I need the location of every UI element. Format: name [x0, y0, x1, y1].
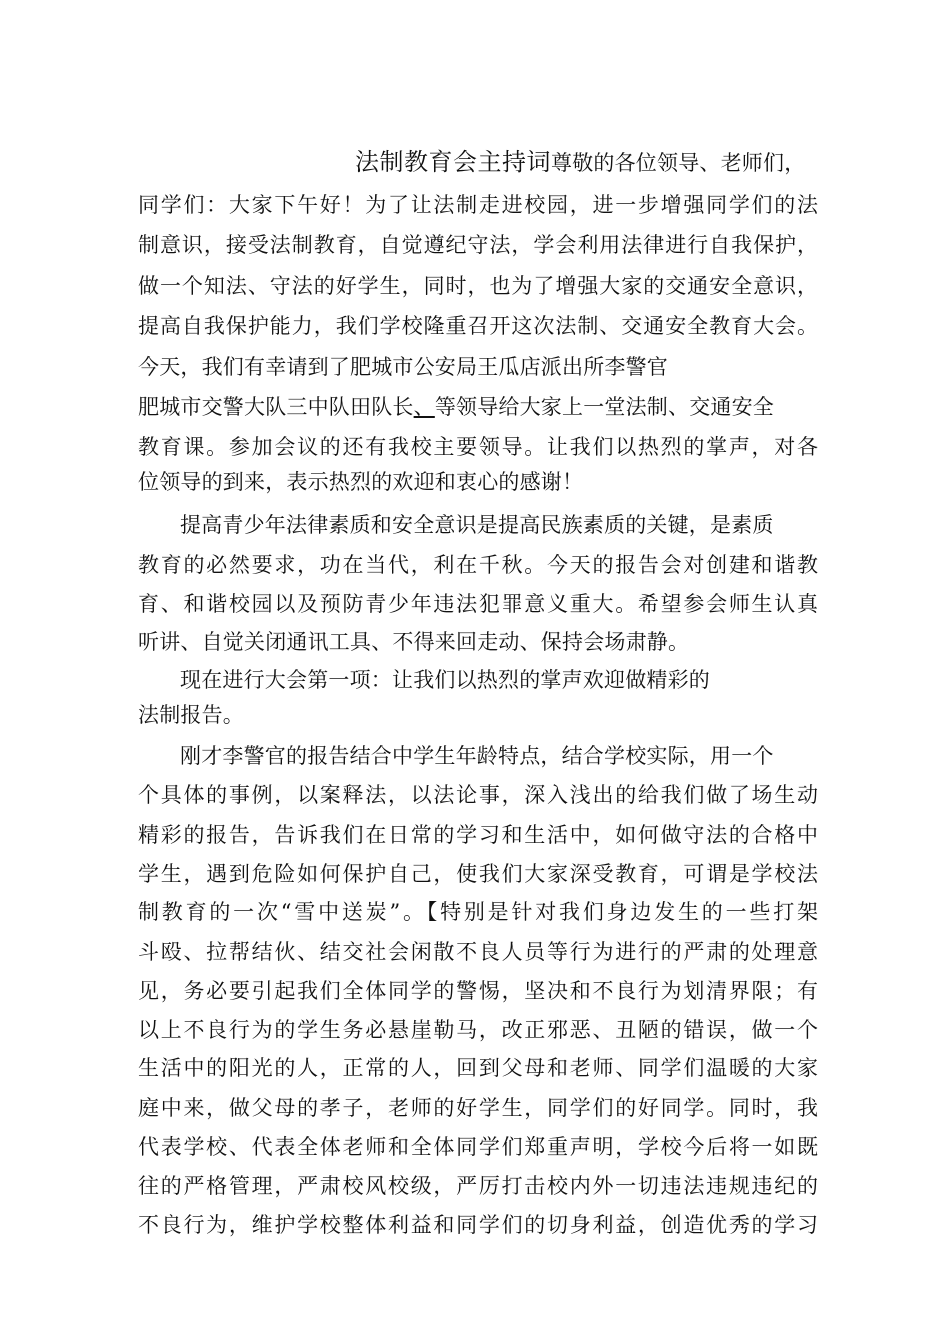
text-line: 代表学校、代表全体老师和全体同学们郑重声明，学校今后将一如既 — [138, 1135, 818, 1159]
text-line: 同学们：大家下午好！为了让法制走进校园，进一步增强同学们的法 — [138, 193, 818, 217]
text-line: 育、和谐校园以及预防青少年违法犯罪意义重大。希望参会师生认真 — [138, 592, 818, 616]
text-segment: 等领导给大家上一堂法制、交通安全 — [434, 395, 775, 419]
paragraph-first-line: 提高青少年法律素质和安全意识是提高民族素质的关键，是素质 — [180, 513, 774, 537]
text-line: 制意识，接受法制教育，自觉遵纪守法，学会利用法律进行自我保护， — [138, 233, 818, 257]
text-line: 教育的必然要求，功在当代，利在千秋。今天的报告会对创建和谐教 — [138, 553, 818, 577]
text-segment: 肥城市交警大队三中队田队长 — [138, 395, 414, 419]
text-line-mixed — [138, 392, 774, 422]
text-line: 见，务必要引起我们全体同学的警惕，坚决和不良行为划清界限；有 — [138, 979, 818, 1003]
text-line: 教育课。参加会议的还有我校主要领导。让我们以热烈的掌声，对各 — [138, 435, 818, 459]
text-line: 提高自我保护能力，我们学校隆重召开这次法制、交通安全教育大会。 — [138, 314, 818, 338]
text-line: 往的严格管理，严肃校风校级，严厉打击校内外一切违法违规违纪的 — [138, 1174, 818, 1198]
text-line: 法制报告。 — [138, 703, 244, 727]
text-line: 学生，遇到危险如何保护自己，使我们大家深受教育，可谓是学校法 — [138, 862, 818, 886]
text-line: 不良行为，维护学校整体利益和同学们的切身利益，创造优秀的学习 — [138, 1213, 818, 1237]
document-title: 法制教育会主持词 — [355, 148, 551, 176]
text-line: 制教育的一次“雪中送炭”。【特别是针对我们身边发生的一些打架 — [138, 900, 818, 924]
text-segment-underlined: 、 — [413, 395, 435, 419]
text-line: 听讲、自觉关闭通讯工具、不得来回走动、保持会场肃静。 — [138, 630, 690, 654]
text-line: 尊敬的各位领导、老师们， — [551, 151, 806, 175]
text-line: 生活中的阳光的人，正常的人，回到父母和老师、同学们温暖的大家 — [138, 1056, 818, 1080]
text-line: 精彩的报告，告诉我们在日常的学习和生活中，如何做守法的合格中 — [138, 823, 818, 847]
text-line: 斗殴、拉帮结伙、结交社会闲散不良人员等行为进行的严肃的处理意 — [138, 940, 818, 964]
text-line: 做一个知法、守法的好学生，同时，也为了增强大家的交通安全意识， — [138, 274, 818, 298]
text-line: 今天，我们有幸请到了肥城市公安局王瓜店派出所李警官 — [138, 355, 668, 379]
paragraph-first-line: 刚才李警官的报告结合中学生年龄特点，结合学校实际，用一个 — [180, 744, 774, 768]
text-line: 个具体的事例，以案释法，以法论事，深入浅出的给我们做了场生动 — [138, 783, 818, 807]
paragraph-first-line: 现在进行大会第一项：让我们以热烈的掌声欢迎做精彩的 — [180, 668, 710, 692]
text-line: 庭中来，做父母的孝子，老师的好学生，同学们的好同学。同时，我 — [138, 1096, 818, 1120]
text-line: 位领导的到来，表示热烈的欢迎和衷心的感谢！ — [138, 470, 584, 494]
title-line — [355, 147, 805, 177]
text-line: 以上不良行为的学生务必悬崖勒马，改正邪恶、丑陋的错误，做一个 — [138, 1018, 818, 1042]
